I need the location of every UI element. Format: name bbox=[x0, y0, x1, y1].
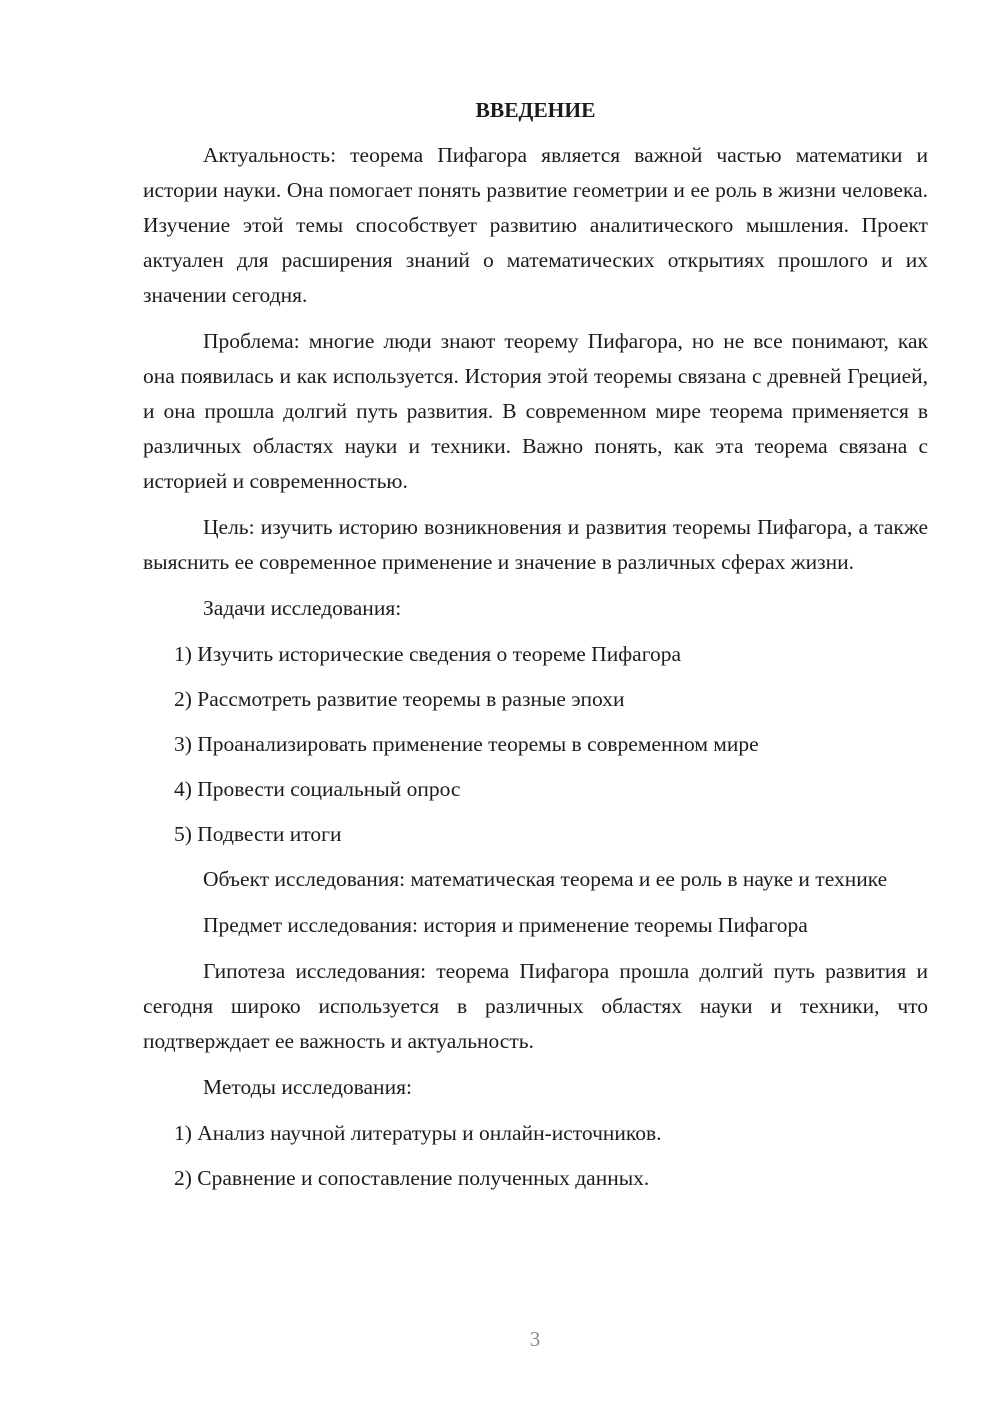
method-item: 2) Сравнение и сопоставление полученных данных. bbox=[174, 1166, 650, 1190]
section-title: ВВЕДЕНИЕ bbox=[475, 98, 596, 122]
task-item: 5) Подвести итоги bbox=[174, 822, 342, 846]
page-number: 3 bbox=[529, 1327, 541, 1351]
page-body bbox=[143, 92, 928, 1206]
tasks-list bbox=[143, 637, 928, 852]
task-item: 4) Провести социальный опрос bbox=[174, 777, 461, 801]
method-item: 1) Анализ научной литературы и онлайн-источников. bbox=[174, 1121, 662, 1145]
problem-paragraph: Проблема: многие люди знают теорему Пифагора, но не все понимают, как она появилась и как используется. История этой теоремы связана с древней Грецией, и она прошла долгий путь развития. В современном мире теорема применяется в различных областях науки и техники. Важно понять, как эта теорема связана с историей и современностью. bbox=[143, 329, 928, 493]
task-item: 2) Рассмотреть развитие теоремы в разные эпохи bbox=[174, 687, 625, 711]
object-paragraph: Объект исследования: математическая теорема и ее роль в науке и технике bbox=[203, 867, 888, 891]
goal-paragraph: Цель: изучить историю возникновения и развития теоремы Пифагора, а также выяснить ее современное применение и значение в различных сферах жизни. bbox=[143, 515, 928, 574]
relevance-paragraph: Актуальность: теорема Пифагора является важной частью математики и истории науки. Она помогает понять развитие геометрии и ее роль в жизни человека. Изучение этой темы способствует развитию аналитического мышления. Проект актуален для расширения знаний о математических открытиях прошлого и их значении сегодня. bbox=[143, 143, 928, 307]
methods-heading: Методы исследования: bbox=[203, 1075, 412, 1099]
methods-list bbox=[143, 1116, 928, 1196]
task-item: 1) Изучить исторические сведения о теореме Пифагора bbox=[174, 642, 682, 666]
task-item: 3) Проанализировать применение теоремы в современном мире bbox=[174, 732, 759, 756]
subject-paragraph: Предмет исследования: история и применение теоремы Пифагора bbox=[203, 913, 808, 937]
tasks-heading: Задачи исследования: bbox=[203, 596, 402, 620]
hypothesis-paragraph: Гипотеза исследования: теорема Пифагора прошла долгий путь развития и сегодня широко используется в различных областях науки и техники, что подтверждает ее важность и актуальность. bbox=[143, 959, 928, 1053]
